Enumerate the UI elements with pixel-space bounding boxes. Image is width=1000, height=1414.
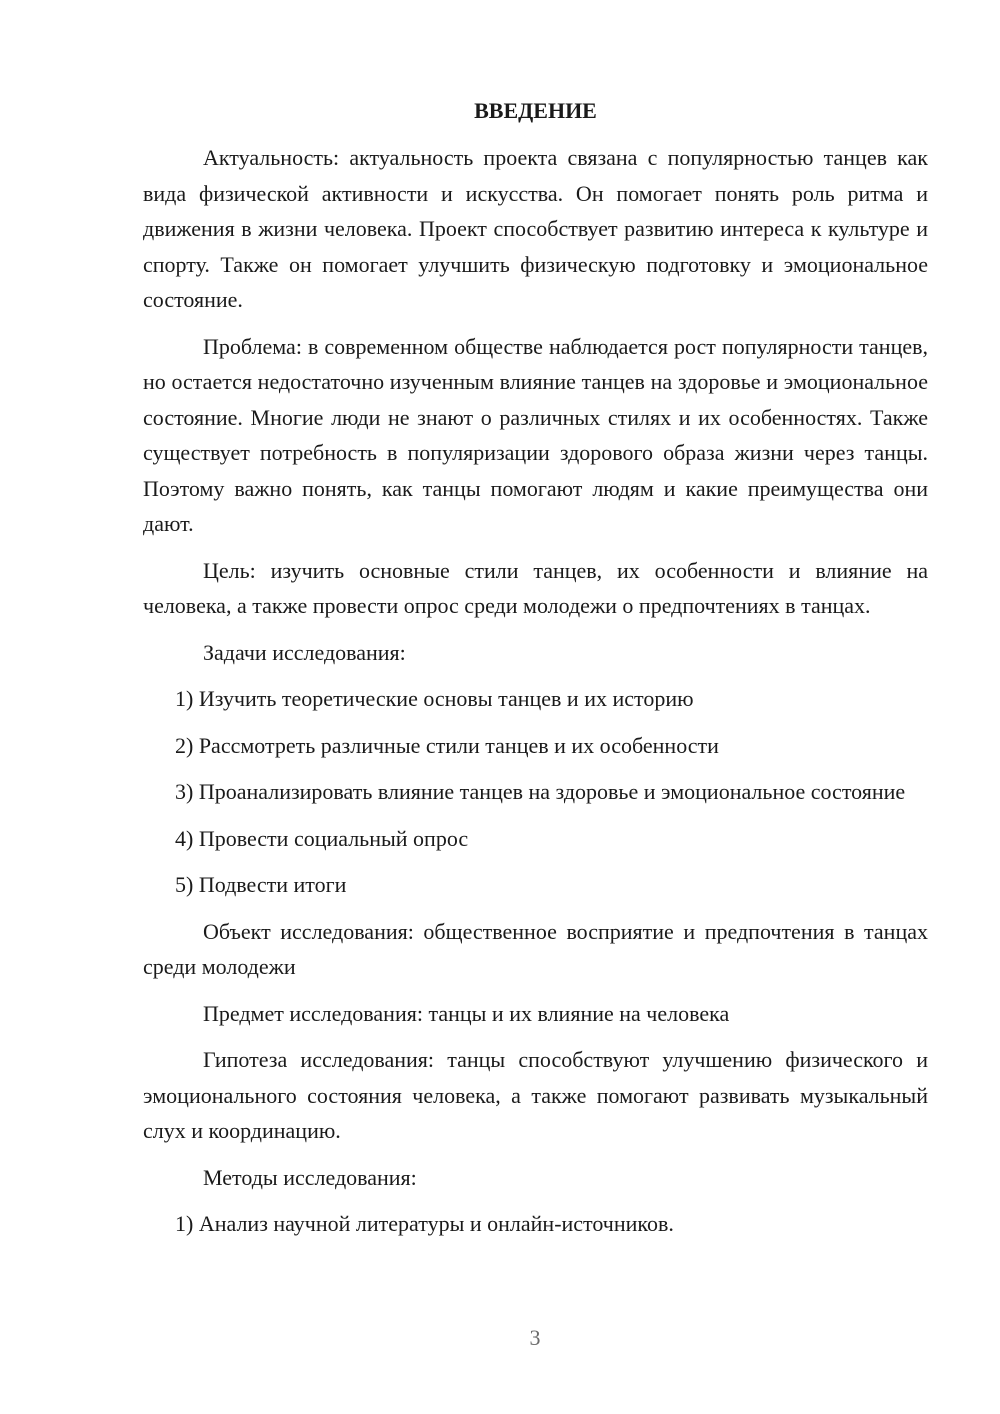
subject-paragraph: Предмет исследования: танцы и их влияние на человека — [203, 1000, 730, 1026]
section-title: ВВЕДЕНИЕ — [474, 98, 597, 123]
document-page — [143, 93, 928, 1253]
task-item-4: 4) Провести социальный опрос — [175, 825, 469, 851]
page-number: 3 — [529, 1325, 541, 1350]
methods-heading: Методы исследования: — [203, 1164, 417, 1190]
goal-paragraph: Цель: изучить основные стили танцев, их особенности и влияние на человека, а также провести опрос среди молодежи о предпочтениях в танцах. — [143, 557, 928, 618]
object-paragraph: Объект исследования: общественное восприятие и предпочтения в танцах среди молодежи — [143, 918, 928, 979]
relevance-paragraph: Актуальность: актуальность проекта связана с популярностью танцев как вида физической активности и искусства. Он помогает понять роль ритма и движения в жизни человека. Проект способствует развитию интереса к культуре и спорту. Также он помогает улучшить физическую подготовку и эмоциональное состояние. — [143, 145, 928, 312]
tasks-heading: Задачи исследования: — [203, 639, 406, 665]
method-item-1: 1) Анализ научной литературы и онлайн-источников. — [175, 1211, 674, 1236]
problem-paragraph: Проблема: в современном обществе наблюдается рост популярности танцев, но остается недостаточно изученным влияние танцев на здоровье и эмоциональное состояние. Многие люди не знают о различных стилях и их особенностях. Также существует потребность в популяризации здорового образа жизни через танцы. Поэтому важно понять, как танцы помогают людям и какие преимущества они дают. — [143, 333, 928, 536]
hypothesis-paragraph: Гипотеза исследования: танцы способствуют улучшению физического и эмоционального состояния человека, а также помогают развивать музыкальный слух и координацию. — [143, 1047, 928, 1143]
task-item-3: 3) Проанализировать влияние танцев на здоровье и эмоциональное состояние — [175, 779, 906, 804]
task-item-5: 5) Подвести итоги — [175, 872, 347, 897]
task-item-1: 1) Изучить теоретические основы танцев и их историю — [175, 686, 694, 711]
task-item-2: 2) Рассмотреть различные стили танцев и их особенности — [175, 732, 719, 758]
